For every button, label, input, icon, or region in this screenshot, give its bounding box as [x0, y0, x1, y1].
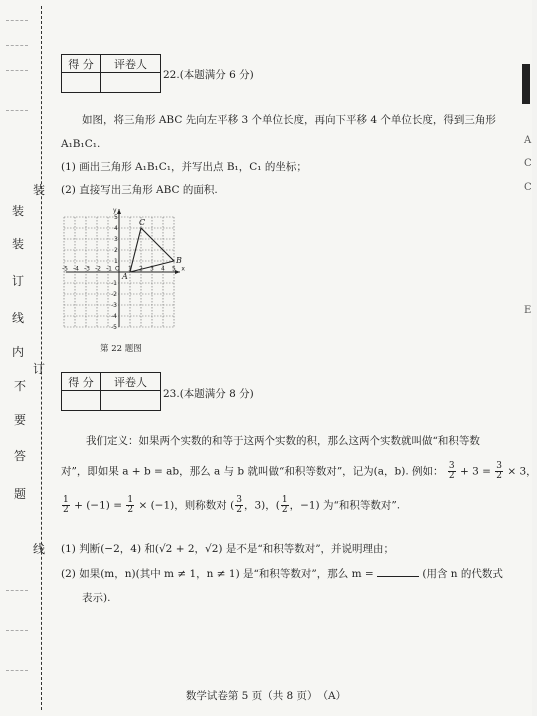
y-tick-label: 4: [114, 225, 118, 232]
edge-block: [522, 64, 530, 104]
fraction-den: 2: [496, 471, 502, 481]
x-tick-label: -3: [84, 265, 90, 273]
fraction: [126, 496, 134, 515]
fraction: [235, 496, 243, 515]
q23-text-line: 我们定义：如果两个实数的和等于这两个实数的积，那么这两个实数就叫做“和积等数: [86, 435, 480, 447]
q23-part-2: [61, 566, 503, 581]
q23-part-2-end: 表示).: [82, 592, 111, 604]
grader-cell[interactable]: [101, 391, 161, 411]
fraction-num: 3: [496, 461, 502, 471]
binding-char: 要: [14, 413, 27, 427]
x-tick-label: -5: [62, 265, 68, 273]
q23-part-2-text: (用含 n 的代数式: [422, 568, 503, 580]
x-tick-label: x: [181, 265, 185, 273]
q22-part-1: (1) 画出三角形 A₁B₁C₁，并写出点 B₁，C₁ 的坐标；: [61, 161, 307, 173]
binding-char: 订: [12, 274, 25, 288]
fraction-den: 2: [127, 505, 134, 515]
binding-char: 装: [12, 204, 25, 218]
question-22-heading: 22.(本题满分 6 分): [163, 69, 254, 81]
fraction-den: 2: [63, 505, 69, 515]
x-tick-label: 2: [139, 265, 143, 273]
score-cell[interactable]: [62, 391, 101, 411]
x-tick-label: -4: [73, 265, 79, 273]
vertex-label-a: A: [122, 272, 128, 281]
fraction-den: 2: [448, 471, 455, 481]
q23-text-line-3: [61, 496, 400, 515]
q23-part-2-text: (2) 如果(m，n)(其中 m ≠ 1，n ≠ 1) 是“和积等数对”，那么 m =: [61, 568, 374, 580]
grader-header: 评卷人: [101, 373, 161, 391]
fraction-num: 1: [127, 495, 134, 505]
binding-char: 不: [14, 379, 27, 393]
y-tick-label: -2: [111, 291, 117, 298]
x-tick-label: 3: [150, 265, 154, 273]
fraction-num: 3: [448, 461, 455, 471]
x-tick-label: O: [115, 265, 120, 273]
paren: (: [275, 499, 280, 512]
page-footer: 数学试卷第 5 页（共 8 页） （A）: [185, 690, 347, 702]
binding-side-char: 线: [33, 542, 46, 556]
fraction-num: 1: [63, 495, 69, 505]
x-tick-label: -1: [106, 265, 112, 273]
q22-text-line: 如图，将三角形 ABC 先向左平移 3 个单位长度，再向下平移 4 个单位长度，得到三角形: [82, 114, 496, 126]
q23-text-line-2: [61, 462, 537, 481]
grader-cell[interactable]: [101, 73, 161, 93]
score-cell[interactable]: [62, 73, 101, 93]
fraction: [281, 496, 289, 515]
binding-line: [41, 6, 42, 710]
edge-mark: C: [524, 182, 532, 193]
binding-char: 内: [12, 345, 25, 359]
q23-example-text: 为“和积等数对”.: [323, 499, 401, 512]
q23-definition-text: 对”，即如果 a + b = ab，那么 a 与 b 就叫做“和积等数对”，记为(a，b). 例如：: [61, 465, 444, 478]
edge-mark: A: [524, 135, 532, 146]
score-header: 得 分: [62, 55, 101, 73]
y-tick-label: -1: [111, 280, 117, 287]
binding-char: 题: [14, 487, 27, 501]
fraction-den: 2: [281, 505, 288, 515]
edge-mark: C: [524, 158, 532, 169]
y-tick-label: -5: [111, 324, 117, 331]
edge-mark: E: [524, 305, 532, 316]
fraction-num: 1: [281, 495, 288, 505]
score-table-22: [61, 54, 161, 93]
x-tick-label: 5: [172, 265, 176, 273]
comma: ，: [265, 499, 276, 512]
q22-text-line: A₁B₁C₁.: [61, 138, 101, 150]
score-table-23: [61, 372, 161, 411]
y-tick-label: 2: [114, 247, 118, 254]
binding-side-char: 订: [33, 362, 46, 376]
question-23-heading: 23.(本题满分 8 分): [163, 388, 254, 400]
q23-example-text: × (−1)，则称数对: [138, 499, 227, 512]
q23-part-1: (1) 判断(−2，4) 和(√2 + 2，√2) 是不是“和积等数对”，并说明理由；: [61, 543, 395, 555]
y-tick-label: -3: [111, 302, 117, 309]
fraction: [448, 462, 456, 481]
paren: (: [230, 499, 235, 512]
binding-side-char: 装: [33, 183, 46, 197]
vertex-label-b: B: [176, 256, 182, 265]
y-axis-label: y: [113, 207, 117, 214]
q23-example-text: + 3 =: [459, 465, 491, 478]
paren: ，3): [243, 499, 266, 512]
x-tick-label: 4: [161, 265, 165, 273]
q23-example-text: + (−1) =: [74, 499, 123, 512]
q23-example-text: × 3，: [507, 465, 537, 478]
fraction-num: 3: [236, 495, 242, 505]
binding-char: 装: [12, 237, 25, 251]
binding-char: 答: [14, 449, 27, 463]
y-tick-label: 3: [114, 236, 118, 243]
binding-char: 线: [12, 311, 25, 325]
fraction: [495, 462, 503, 481]
answer-blank[interactable]: [377, 566, 419, 577]
coordinate-grid-figure: [64, 206, 184, 330]
y-tick-label: -4: [111, 313, 117, 320]
paren: ，−1): [289, 499, 320, 512]
fraction: [62, 496, 70, 515]
x-tick-label: 1: [128, 265, 132, 273]
grader-header: 评卷人: [101, 55, 161, 73]
vertex-label-c: C: [139, 218, 146, 227]
figure-caption: 第 22 题图: [100, 344, 142, 354]
y-tick-label: 1: [114, 258, 118, 265]
fraction-den: 2: [236, 505, 242, 515]
score-header: 得 分: [62, 373, 101, 391]
q22-part-2: (2) 直接写出三角形 ABC 的面积.: [61, 184, 218, 196]
x-tick-label: -2: [95, 265, 101, 273]
y-tick-label: 5: [114, 214, 118, 221]
